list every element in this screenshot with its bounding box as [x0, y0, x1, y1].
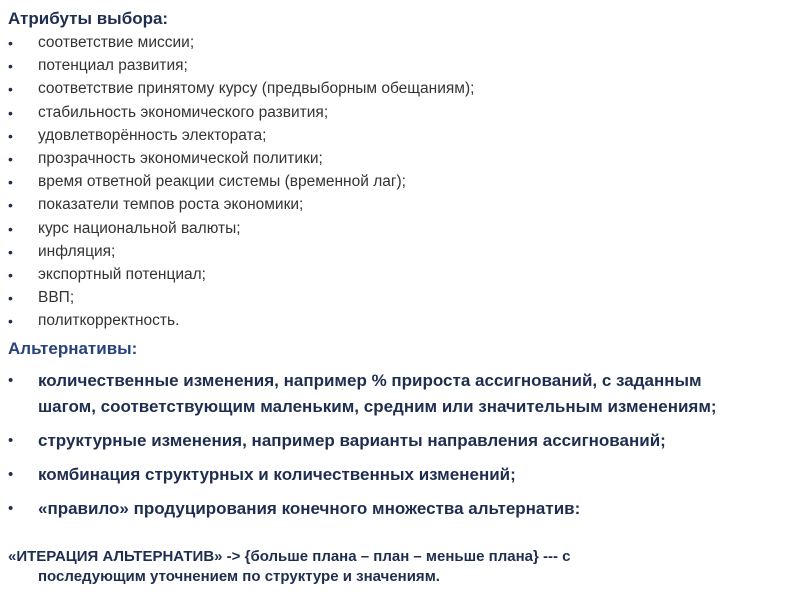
- attribute-text: экспортный потенциал;: [38, 265, 206, 283]
- list-item: [0, 126, 474, 149]
- bullet-icon: •: [8, 290, 13, 307]
- attribute-text: курс национальной валюты;: [38, 219, 241, 237]
- alternative-text: структурные изменения, например варианты направления ассигнований;: [38, 431, 666, 450]
- list-item: [0, 149, 474, 172]
- attribute-text: прозрачность экономической политики;: [38, 149, 323, 167]
- attribute-text: политкорректность.: [38, 312, 180, 330]
- bullet-icon: •: [8, 174, 13, 191]
- bullet-icon: •: [8, 313, 13, 330]
- bullet-icon: •: [8, 81, 13, 98]
- list-item: [0, 311, 474, 334]
- bullet-icon: •: [8, 372, 14, 389]
- attributes-list: [0, 33, 474, 334]
- bullet-icon: •: [8, 35, 13, 51]
- list-item: [0, 242, 474, 265]
- bullet-icon: •: [8, 150, 13, 167]
- alternative-text: «правило» продуцирования конечного множества альтернатив:: [38, 499, 581, 518]
- attribute-text: соответствие миссии;: [38, 34, 195, 51]
- list-item: [0, 265, 474, 288]
- attribute-text: время ответной реакции системы (временной лаг);: [38, 173, 406, 191]
- bullet-icon: •: [8, 220, 13, 237]
- attribute-text: удовлетворённость электората;: [38, 126, 267, 144]
- bullet-icon: •: [8, 432, 14, 449]
- list-item: [0, 33, 474, 56]
- bullet-icon: •: [8, 104, 13, 121]
- list-item: [0, 368, 738, 420]
- attribute-text: ВВП;: [38, 289, 75, 307]
- bullet-icon: •: [8, 500, 14, 517]
- attribute-text: показатели темпов роста экономики;: [38, 196, 304, 214]
- bullet-icon: •: [8, 266, 13, 283]
- bullet-icon: •: [8, 127, 13, 144]
- attribute-text: стабильность экономического развития;: [38, 103, 329, 121]
- iteration-line-2: последующим уточнением по структуре и значениям.: [38, 568, 440, 585]
- list-item: [0, 79, 474, 102]
- attribute-text: потенциал развития;: [38, 57, 188, 75]
- attribute-text: инфляция;: [38, 242, 116, 260]
- list-item: [0, 103, 474, 126]
- bullet-icon: •: [8, 58, 13, 75]
- iteration-rule: [8, 547, 728, 587]
- list-item: [0, 462, 790, 488]
- list-item: [0, 219, 474, 242]
- attribute-text: соответствие принятому курсу (предвыборным обещаниям);: [38, 80, 475, 98]
- list-item: [0, 56, 474, 79]
- list-item: [0, 428, 790, 454]
- list-item: [0, 172, 474, 195]
- alternatives-heading: Альтернативы:: [8, 339, 138, 358]
- bullet-icon: •: [8, 197, 13, 214]
- attributes-heading: Атрибуты выбора:: [8, 9, 169, 28]
- alternative-text: количественные изменения, например % прироста ассигнований, с заданным шагом, соответствующим маленьким, средним или значительным изменениям;: [38, 371, 717, 416]
- list-item: [0, 288, 474, 311]
- alternative-text: комбинация структурных и количественных изменений;: [38, 465, 516, 484]
- bullet-icon: •: [8, 466, 14, 483]
- alternatives-list: [0, 368, 790, 530]
- list-item: [0, 195, 474, 218]
- list-item: [0, 496, 790, 522]
- iteration-line-1: «ИТЕРАЦИЯ АЛЬТЕРНАТИВ» -> {больше плана – план – меньше плана} --- с: [8, 548, 571, 565]
- bullet-icon: •: [8, 243, 13, 260]
